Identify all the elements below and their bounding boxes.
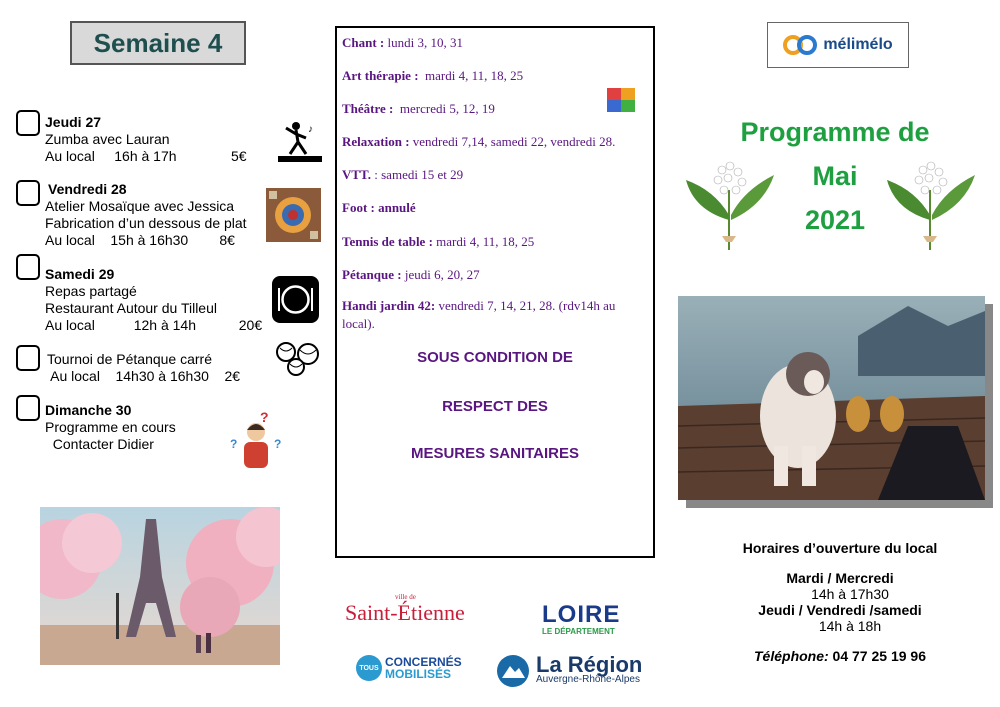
loire-logo xyxy=(542,603,620,636)
activity-detail: mardi 4, 11, 18, 25 xyxy=(432,234,535,249)
activity-name: Handi jardin 42: xyxy=(342,298,436,313)
activity-vtt xyxy=(342,167,463,183)
svg-text:?: ? xyxy=(274,437,282,451)
activity-name: Pétanque : xyxy=(342,267,402,282)
activity-name: Relaxation : xyxy=(342,134,410,149)
event-item xyxy=(45,181,247,249)
phone-label: Téléphone: xyxy=(754,648,829,664)
activity-chant xyxy=(342,35,463,51)
activity-handi-jardin xyxy=(342,298,615,314)
activity-name: Foot : annulé xyxy=(342,200,416,215)
colorful-logo-icon xyxy=(605,86,637,116)
saint-etienne-logo xyxy=(345,593,465,626)
event-checkbox[interactable] xyxy=(16,110,40,136)
event-checkbox[interactable] xyxy=(16,180,40,206)
event-line: Au local 16h à 17h 5€ xyxy=(45,148,247,164)
event-line: Atelier Mosaïque avec Jessica xyxy=(45,198,235,214)
mosaic-icon xyxy=(266,188,321,242)
activity-name: Art thérapie : xyxy=(342,68,419,83)
paris-eiffel-painting xyxy=(40,507,280,665)
activity-name: Tennis de table : xyxy=(342,234,433,249)
event-checkbox[interactable] xyxy=(16,254,40,280)
la-region-logo xyxy=(496,654,642,688)
concernes-mobilises-logo xyxy=(356,655,462,681)
region-sub: Auvergne-Rhône-Alpes xyxy=(536,674,640,685)
mobilises-text: MOBILISÉS xyxy=(385,667,452,681)
event-title: Jeudi 27 xyxy=(45,114,102,130)
event-item xyxy=(45,266,262,334)
saint-etienne-small: ville de xyxy=(395,593,416,601)
activity-detail: vendredi 7, 14, 21, 28. (rdv14h au xyxy=(435,298,616,313)
activity-foot xyxy=(342,200,416,216)
phone-line xyxy=(690,648,990,664)
event-line: Au local 15h à 16h30 8€ xyxy=(45,232,235,248)
hours-title: Horaires d’ouverture du local xyxy=(742,540,938,556)
event-line: Programme en cours xyxy=(45,419,176,435)
program-title-line: Programme de xyxy=(740,117,930,147)
activity-detail: vendredi 7,14, samedi 22, vendredi 28. xyxy=(409,134,616,149)
brand-name: mélimélo xyxy=(823,36,893,53)
event-item xyxy=(45,114,247,165)
condition-line: MESURES SANITAIRES xyxy=(410,445,580,462)
event-line: Zumba avec Lauran xyxy=(45,131,170,147)
petanque-balls-icon xyxy=(274,340,322,376)
activity-handi-jardin-cont xyxy=(342,316,375,332)
activity-detail: : samedi 15 et 29 xyxy=(371,167,464,182)
event-checkbox[interactable] xyxy=(16,345,40,371)
activity-name: VTT. xyxy=(342,167,372,182)
hours-line: 14h à 18h xyxy=(818,618,882,634)
activity-theatre xyxy=(342,101,495,117)
event-line: Repas partagé xyxy=(45,283,137,299)
saint-etienne-text: Saint-Étienne xyxy=(345,600,465,625)
dog-on-pier-photo xyxy=(678,296,985,500)
dancer-icon xyxy=(276,120,324,164)
condition-line: RESPECT DES xyxy=(442,398,548,415)
program-title-line: 2021 xyxy=(804,205,866,235)
activity-relaxation xyxy=(342,134,615,150)
activity-detail: lundi 3, 10, 31 xyxy=(384,35,463,50)
program-title-line: Mai xyxy=(812,161,858,191)
event-item xyxy=(45,402,176,453)
svg-text:♪: ♪ xyxy=(308,124,313,135)
hours-line: Jeudi / Vendredi /samedi xyxy=(758,602,922,618)
concernes-text: CONCERNÉS xyxy=(385,655,462,669)
hours-line: Mardi / Mercredi xyxy=(786,570,894,586)
event-title: Vendredi 28 xyxy=(48,181,127,197)
region-text: La Région xyxy=(536,652,643,677)
lily-of-the-valley-icon xyxy=(885,150,977,255)
plate-icon xyxy=(272,276,319,323)
event-title: Dimanche 30 xyxy=(45,402,132,418)
activity-name: Théâtre : xyxy=(342,101,394,116)
event-line: Au local 12h à 14h 20€ xyxy=(45,317,263,333)
melimelo-people-icon xyxy=(783,31,817,59)
activity-tennis-de-table xyxy=(342,234,534,250)
event-line: Tournoi de Pétanque carré xyxy=(47,351,212,367)
activities-panel xyxy=(335,26,655,558)
activity-art-therapie xyxy=(342,68,523,84)
event-item xyxy=(47,351,240,385)
event-checkbox[interactable] xyxy=(16,395,40,421)
svg-text:?: ? xyxy=(230,437,238,451)
event-line: Restaurant Autour du Tilleul xyxy=(45,300,217,316)
loire-sub: LE DÉPARTEMENT xyxy=(542,627,615,636)
event-title: Samedi 29 xyxy=(45,266,115,282)
hours-line: 14h à 17h30 xyxy=(811,586,889,602)
event-line: Fabrication d’un dessous de plat xyxy=(45,215,247,231)
condition-line: SOUS CONDITION DE xyxy=(417,349,573,366)
melimelo-logo xyxy=(767,22,909,68)
region-mountain-icon xyxy=(496,654,530,688)
activity-petanque xyxy=(342,267,480,283)
svg-text:?: ? xyxy=(260,409,269,425)
activity-detail: local). xyxy=(342,316,375,331)
activity-name: Chant : xyxy=(342,35,385,50)
event-line: Au local 14h30 à 16h30 2€ xyxy=(47,368,241,384)
tous-badge: TOUS xyxy=(356,655,382,681)
opening-hours xyxy=(690,540,990,664)
event-line: Contacter Didier xyxy=(45,436,154,452)
loire-text: LOIRE xyxy=(542,601,621,628)
thinking-person-icon xyxy=(228,408,286,470)
activity-detail: mercredi 5, 12, 19 xyxy=(393,101,495,116)
activity-detail: mardi 4, 11, 18, 25 xyxy=(418,68,524,83)
phone-number: 04 77 25 19 96 xyxy=(828,648,926,664)
week-label: Semaine 4 xyxy=(70,21,246,65)
activity-detail: jeudi 6, 20, 27 xyxy=(401,267,480,282)
lily-of-the-valley-icon xyxy=(684,150,776,255)
